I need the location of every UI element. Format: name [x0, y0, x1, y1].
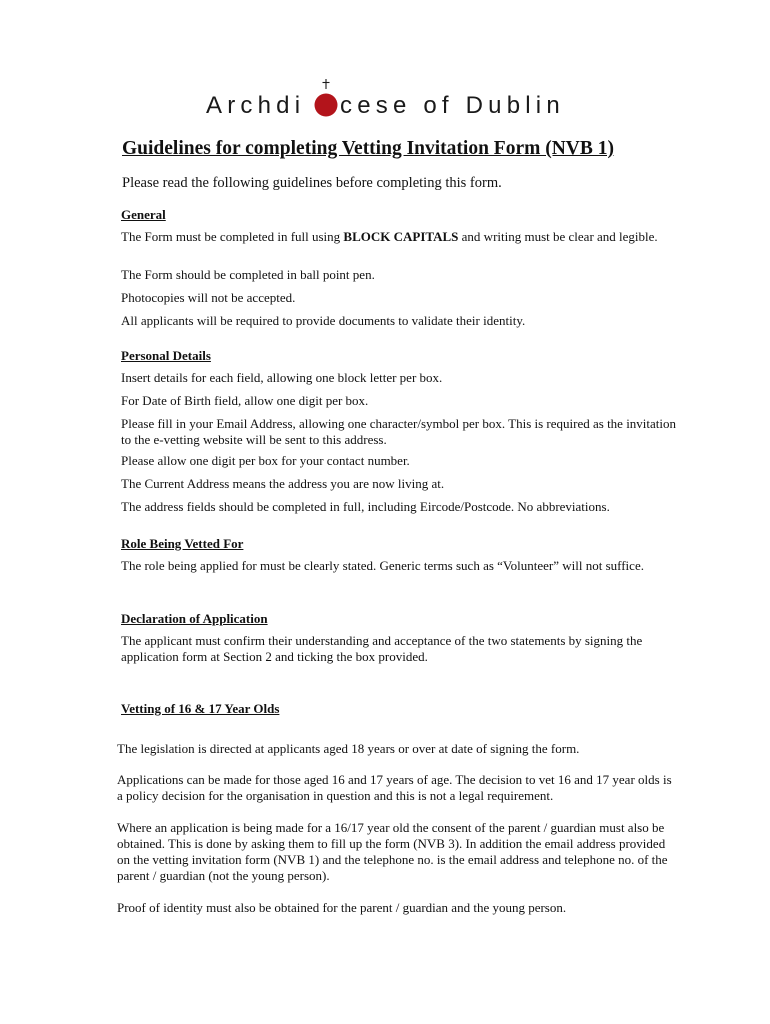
declaration-paragraph-1: The applicant must confirm their understanding and acceptance of the two statements by signing the application form at Section 2 and ticking the box provided. [121, 633, 643, 664]
general-heading: General [121, 207, 166, 222]
block-capitals-text: BLOCK CAPITALS [343, 229, 459, 244]
intro-text: Please read the following guidelines before completing this form. [122, 175, 502, 191]
personal-paragraph-5: The Current Address means the address you are now living at. [121, 476, 445, 491]
general-p1-text-end: and writing must be clear and legible. [458, 229, 658, 244]
personal-paragraph-2: For Date of Birth field, allow one digit per box. [121, 393, 369, 408]
declaration-heading: Declaration of Application [121, 611, 268, 626]
general-p1-text: The Form must be completed in full using [121, 229, 344, 244]
role-heading: Role Being Vetted For [121, 536, 244, 551]
vetting-16-17-heading: Vetting of 16 & 17 Year Olds [121, 701, 280, 716]
vetting-paragraph-2: Applications can be made for those aged 16 and 17 years of age. The decision to vet 16 and 17 year olds is a policy decision for the organisation in question and this is not a legal requirement. [117, 772, 672, 803]
personal-details-heading: Personal Details [121, 348, 211, 363]
vetting-paragraph-1: The legislation is directed at applicants aged 18 years or over at date of signing the form. [117, 741, 580, 756]
general-paragraph-4: All applicants will be required to provide documents to validate their identity. [121, 313, 526, 328]
role-paragraph-1: The role being applied for must be clearly stated. Generic terms such as “Volunteer” will not suffice. [121, 558, 644, 573]
archdiocese-logo [206, 78, 586, 122]
logo-text-right: cese of Dublin [340, 92, 565, 119]
general-paragraph-1 [121, 229, 681, 245]
personal-paragraph-6: The address fields should be completed in full, including Eircode/Postcode. No abbreviations. [121, 499, 610, 514]
page-title: Guidelines for completing Vetting Invitation Form (NVB 1) [122, 138, 615, 159]
personal-paragraph-3: Please fill in your Email Address, allowing one character/symbol per box. This is required as the invitation to the e-vetting website will be sent to this address. [121, 416, 677, 447]
general-paragraph-3: Photocopies will not be accepted. [121, 290, 296, 305]
general-paragraph-2: The Form should be completed in ball point pen. [121, 267, 375, 282]
logo-cross-circle-icon [313, 78, 339, 118]
personal-paragraph-4: Please allow one digit per box for your contact number. [121, 453, 410, 468]
vetting-paragraph-4: Proof of identity must also be obtained for the parent / guardian and the young person. [117, 900, 567, 915]
vetting-paragraph-3: Where an application is being made for a 16/17 year old the consent of the parent / guardian must also be obtained. This is done by asking them to fill up the form (NVB 3). In addition the email address provided on the vetting invitation form (NVB 1) and the telephone no. is the email address and telephone no. of the parent / guardian (not the young person). [117, 820, 668, 883]
logo-text-left: Archdi [206, 92, 306, 119]
personal-paragraph-1: Insert details for each field, allowing one block letter per box. [121, 370, 443, 385]
